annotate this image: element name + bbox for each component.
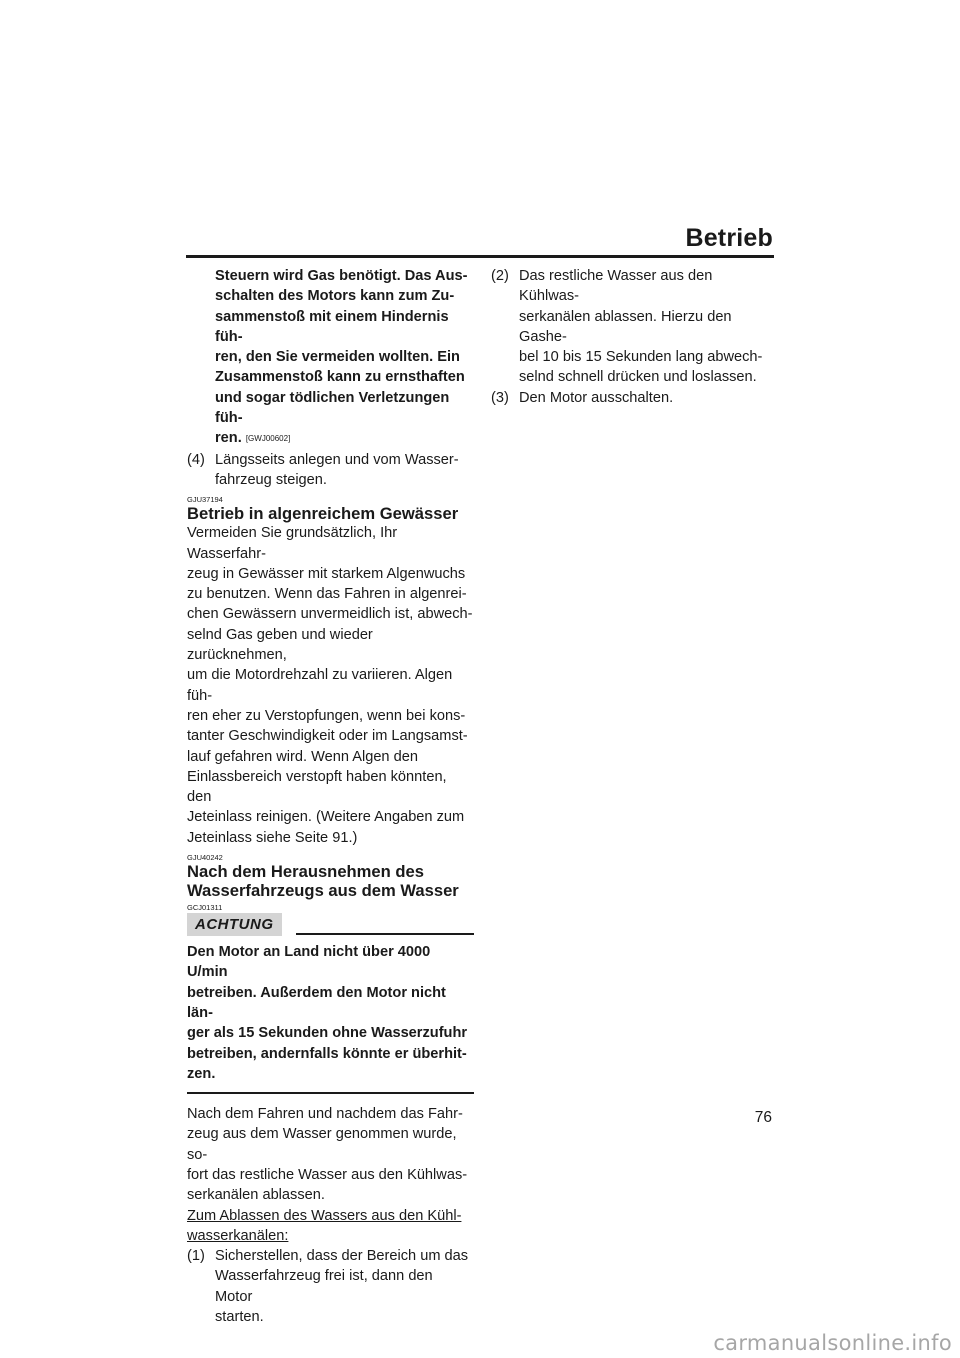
right-column <box>491 266 775 408</box>
step-3 <box>491 388 775 408</box>
step-line: fahrzeug steigen. <box>215 471 327 488</box>
body-line: serkanälen ablassen. <box>187 1187 325 1204</box>
heading-line: Nach dem Herausnehmen des <box>187 862 425 882</box>
caution-line: Den Motor an Land nicht über 4000 U/min <box>187 944 431 981</box>
body-line: tanter Geschwindigkeit oder im Langsamst- <box>187 728 468 745</box>
body-line: zu benutzen. Wenn das Fahren in algenrei- <box>187 586 467 603</box>
step-line: Das restliche Wasser aus den Kühlwas- <box>519 268 713 305</box>
left-column <box>187 266 474 1327</box>
step-line: Sicherstellen, dass der Bereich um das <box>215 1248 469 1265</box>
step-line: Wasserfahrzeug frei ist, dann den Motor <box>215 1268 433 1305</box>
body-line: fort das restliche Wasser aus den Kühlwas- <box>187 1166 468 1183</box>
step-line: serkanälen ablassen. Hierzu den Gashe- <box>519 308 732 345</box>
warning-line: Steuern wird Gas benötigt. Das Aus- <box>215 268 468 284</box>
caution-bottom-rule <box>187 1092 474 1094</box>
caution-line: ger als 15 Sekunden ohne Wasserzufuhr <box>187 1025 468 1042</box>
warning-last-word: ren. <box>215 430 242 447</box>
heading-line: Wasserfahrzeugs aus dem Wasser <box>187 881 459 901</box>
body-line: zeug in Gewässer mit starkem Algenwuchs <box>187 565 466 582</box>
page-title: Betrieb <box>685 224 773 252</box>
body-line: zeug aus dem Wasser genommen wurde, so- <box>187 1126 457 1163</box>
body-line: lauf gefahren wird. Wenn Algen den <box>187 748 418 765</box>
caution-text <box>187 942 474 1084</box>
caution-line: zen. <box>187 1065 216 1082</box>
step-line: starten. <box>215 1309 264 1326</box>
step-line: bel 10 bis 15 Sekunden lang abwech- <box>519 349 763 366</box>
step-number: (1) <box>187 1248 205 1265</box>
step-4 <box>187 450 474 491</box>
section-body <box>187 1104 474 1205</box>
section-body <box>187 523 474 848</box>
body-line: Jeteinlass siehe Seite 91.) <box>187 829 358 846</box>
watermark: carmanualsonline.info <box>713 1331 952 1355</box>
step-number: (3) <box>491 389 509 406</box>
body-line: ren eher zu Verstopfungen, wenn bei kons- <box>187 707 466 724</box>
warning-line: Zusammenstoß kann zu ernsthaften <box>215 369 465 386</box>
subheading-line: wasserkanälen: <box>187 1227 289 1244</box>
step-line: selnd schnell drücken und loslassen. <box>519 369 757 386</box>
caution-line: betreiben. Außerdem den Motor nicht län- <box>187 984 446 1021</box>
caution-line: betreiben, andernfalls könnte er überhit- <box>187 1045 467 1062</box>
warning-continuation <box>187 266 474 450</box>
section-heading <box>187 862 474 900</box>
warning-line <box>215 428 474 449</box>
step-1 <box>187 1246 474 1327</box>
page-number: 76 <box>754 1109 772 1126</box>
body-line: Jeteinlass reinigen. (Weitere Angaben zum <box>187 809 465 826</box>
warning-line: ren, den Sie vermeiden wollten. Ein <box>215 349 460 366</box>
warning-code: [GWJ00602] <box>245 434 291 444</box>
warning-line: und sogar tödlichen Verletzungen füh- <box>215 389 450 427</box>
caution-header <box>187 913 474 936</box>
header-rule <box>186 255 774 258</box>
step-number: (4) <box>187 451 205 468</box>
section-code: GJU37194 <box>187 495 223 505</box>
warning-line: schalten des Motors kann zum Zu- <box>215 288 455 305</box>
step-2 <box>491 266 775 388</box>
body-line: chen Gewässern unvermeidlich ist, abwech- <box>187 606 473 623</box>
body-line: um die Motordrehzahl zu variieren. Algen füh- <box>187 667 453 704</box>
body-line: Vermeiden Sie grundsätzlich, Ihr Wasserfahr- <box>187 525 398 562</box>
procedure-subheading <box>187 1206 474 1247</box>
step-line: Den Motor ausschalten. <box>519 389 674 406</box>
warning-line: sammenstoß mit einem Hindernis füh- <box>215 308 449 345</box>
subheading-line: Zum Ablassen des Wassers aus den Kühl- <box>187 1207 462 1224</box>
section-heading: Betrieb in algenreichem Gewässer <box>187 504 459 524</box>
section-code: GJU40242 <box>187 853 223 863</box>
caution-badge: ACHTUNG <box>187 913 282 936</box>
body-line: selnd Gas geben und wieder zurücknehmen, <box>187 626 373 664</box>
body-line: Einlassbereich verstopft haben könnten, den <box>187 768 447 806</box>
body-line: Nach dem Fahren und nachdem das Fahr- <box>187 1106 463 1123</box>
step-line: Längsseits anlegen und vom Wasser- <box>215 451 459 468</box>
caution-top-rule <box>296 933 475 935</box>
caution-code: GCJ01311 <box>187 903 223 913</box>
step-number: (2) <box>491 268 509 284</box>
